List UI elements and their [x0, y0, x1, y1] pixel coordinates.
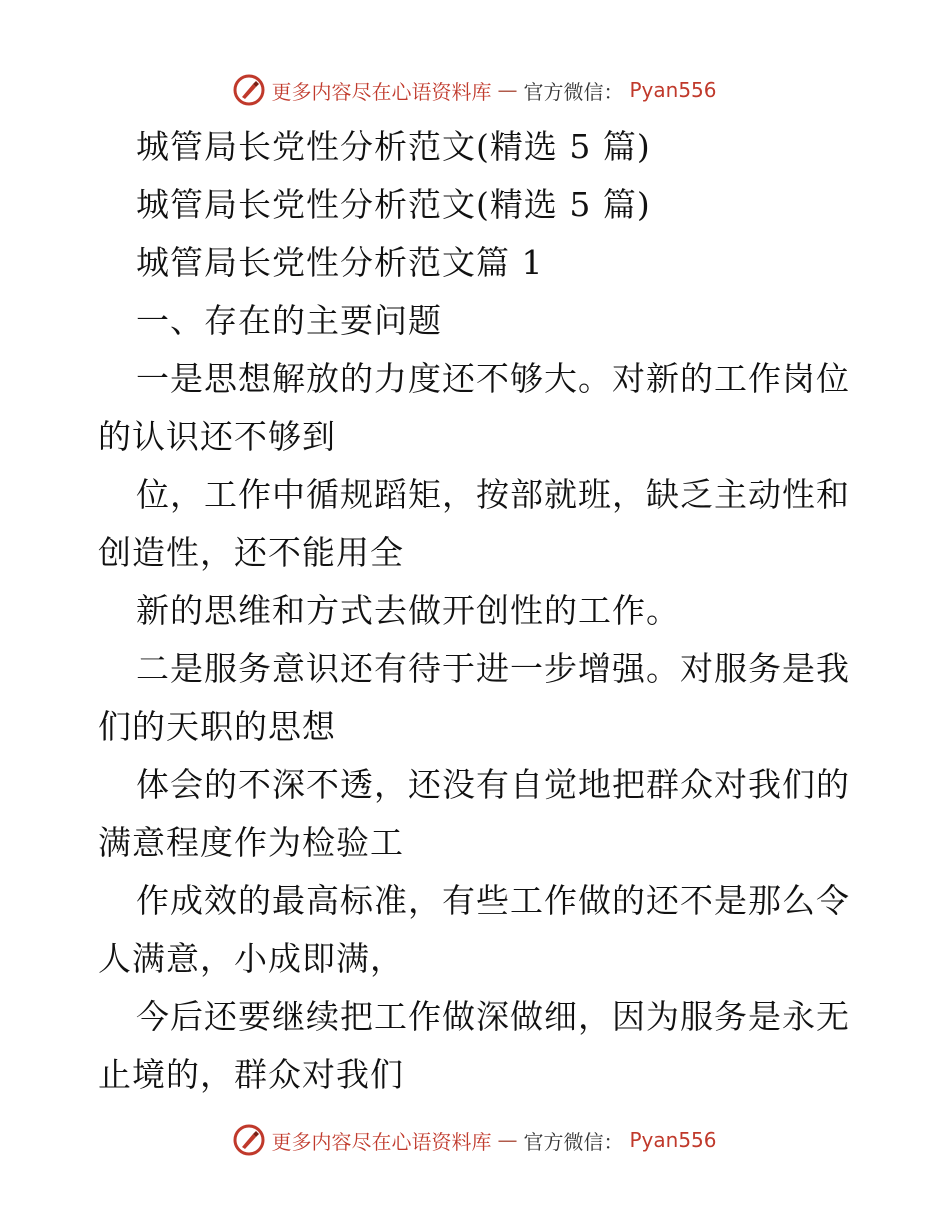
banner-wechat-label: 官方微信： [523, 1129, 624, 1154]
banner-brand-text: 更多内容尽在心语资料库 [271, 79, 492, 104]
document-title: 城管局长党性分析范文(精选 5 篇) [136, 127, 651, 166]
section-heading: 一、存在的主要问题 [136, 301, 442, 340]
paragraph-line: 创造性，还不能用全 [98, 533, 404, 572]
paragraph-line: 新的思维和方式去做开创性的工作。 [136, 591, 680, 630]
article-heading: 城管局长党性分析范文篇 1 [136, 243, 544, 282]
banner-wechat-label: 官方微信： [523, 79, 624, 104]
footer-banner [0, 1120, 950, 1160]
banner-dash: — [497, 78, 518, 102]
paragraph-line: 今后还要继续把工作做深做细，因为服务是永无 [136, 997, 850, 1036]
paragraph-line: 人满意，小成即满， [98, 939, 404, 978]
paragraph-line: 二是服务意识还有待于进一步增强。对服务是我 [136, 649, 850, 688]
banner-brand-text: 更多内容尽在心语资料库 [271, 1129, 492, 1154]
banner-wechat-id: Pyan556 [629, 1128, 717, 1152]
paragraph-line: 体会的不深不透，还没有自觉地把群众对我们的 [136, 765, 850, 804]
paragraph-line: 作成效的最高标准，有些工作做的还不是那么令 [136, 881, 850, 920]
paragraph-line: 满意程度作为检验工 [98, 823, 404, 862]
banner-wechat-id: Pyan556 [629, 78, 717, 102]
paragraph-line: 位，工作中循规蹈矩，按部就班，缺乏主动性和 [136, 475, 850, 514]
paragraph-line: 一是思想解放的力度还不够大。对新的工作岗位 [136, 359, 850, 398]
document-body [98, 118, 858, 1104]
pen-logo-icon [233, 74, 265, 106]
paragraph-line: 的认识还不够到 [98, 417, 336, 456]
pen-logo-icon [233, 1124, 265, 1156]
document-subtitle: 城管局长党性分析范文(精选 5 篇) [136, 185, 651, 224]
paragraph-line: 止境的，群众对我们 [98, 1055, 404, 1094]
paragraph-line: 们的天职的思想 [98, 707, 336, 746]
header-banner [0, 70, 950, 110]
banner-dash: — [497, 1128, 518, 1152]
